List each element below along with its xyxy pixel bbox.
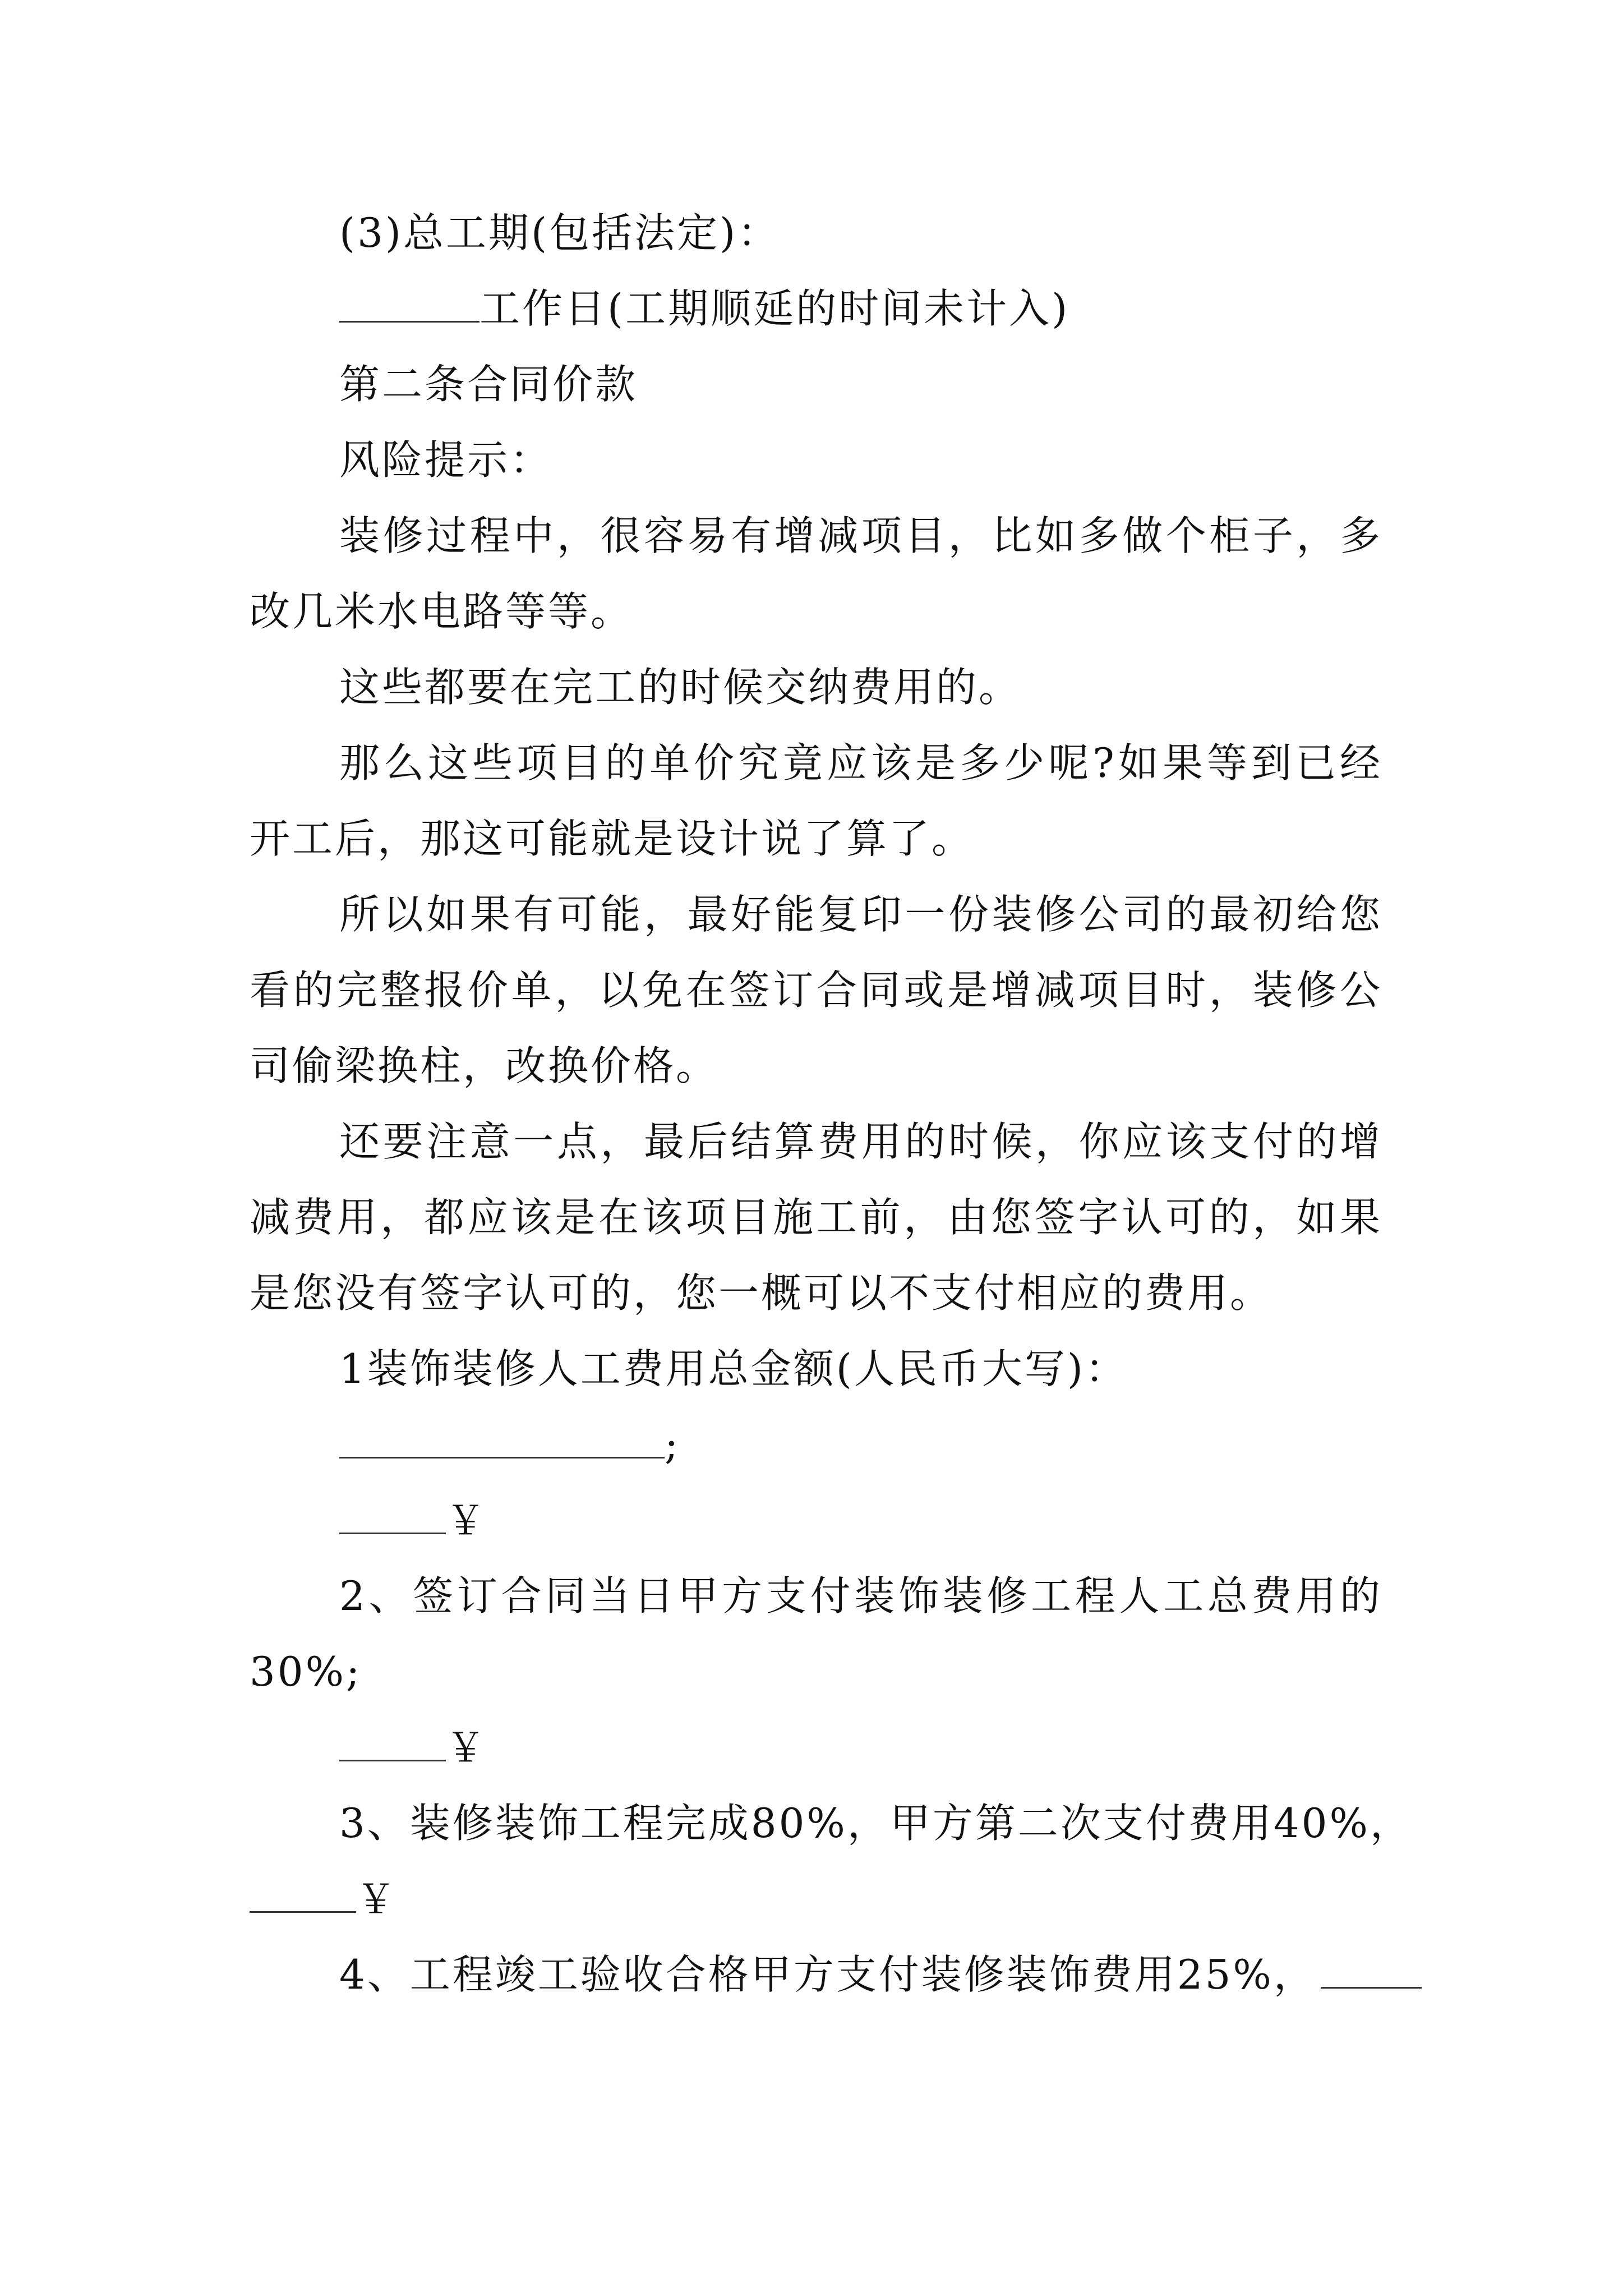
paragraph-line (250, 1265, 1272, 1321)
text-line: 减费用，都应该是在该项目施工前，由您签字认可的，如果 (250, 1194, 1382, 1241)
fill-blank (339, 1719, 446, 1761)
text-line: 工作日(工期顺延的时间未计入) (479, 285, 1070, 332)
amount-yen-line (250, 1871, 398, 1927)
paragraph-line (339, 886, 1382, 942)
text-line: 所以如果有可能，最好能复印一份装修公司的最初给您 (339, 891, 1382, 938)
fill-blank (339, 1416, 665, 1458)
amount-yen-line (339, 1492, 487, 1548)
term-total-period (339, 205, 780, 261)
paragraph-line (250, 811, 974, 867)
yen-symbol: ￥ (356, 1876, 398, 1922)
paragraph-line (339, 659, 1021, 715)
amount-in-words-line (339, 1416, 680, 1473)
text-line: 这些都要在完工的时候交纳费用的。 (339, 664, 1022, 711)
payment-item-1 (339, 1341, 1128, 1397)
section-heading (339, 356, 638, 412)
paragraph-line (250, 583, 633, 639)
yen-symbol: ￥ (446, 1498, 487, 1544)
fill-blank (339, 1492, 446, 1534)
payment-item-4 (339, 1947, 1422, 2003)
paragraph-line (250, 962, 1382, 1018)
text-line: (3)总工期(包括法定)： (339, 209, 781, 256)
text-line: 风险提示： (339, 436, 553, 484)
text-line: 装修过程中，很容易有增减项目，比如多做个柜子，多 (339, 512, 1382, 559)
workdays-line (339, 280, 1069, 337)
payment-item-2 (339, 1568, 1382, 1624)
text-line: 那么这些项目的单价究竟应该是多少呢?如果等到已经 (339, 739, 1382, 786)
paragraph-line (339, 1114, 1382, 1170)
paragraph-line (250, 1038, 718, 1094)
payment-item-3 (339, 1795, 1413, 1851)
risk-notice-label (339, 432, 552, 488)
paragraph-line (250, 1644, 362, 1700)
fill-blank (250, 1871, 356, 1913)
text-line: 3、装修装饰工程完成80%，甲方第二次支付费用40%， (339, 1800, 1413, 1847)
text-line: ; (665, 1421, 681, 1468)
fill-blank (339, 280, 479, 323)
yen-symbol: ￥ (446, 1725, 487, 1771)
amount-yen-line (339, 1719, 487, 1775)
text-line: 1装饰装修人工费用总金额(人民币大写)： (339, 1345, 1128, 1392)
text-line: 2、签订合同当日甲方支付装饰装修工程人工总费用的 (339, 1572, 1382, 1619)
text-line: 改几米水电路等等。 (250, 588, 634, 635)
text-line: 司偷梁换柱，改换价格。 (250, 1042, 719, 1089)
text-line: 开工后，那这可能就是设计说了算了。 (250, 815, 975, 862)
text-line: 30%; (250, 1648, 362, 1695)
text-line: 4、工程竣工验收合格甲方支付装修装饰费用25%， (339, 1951, 1316, 1998)
fill-blank (1321, 1947, 1422, 1989)
paragraph-line (339, 508, 1382, 564)
text-line: 第二条合同价款 (339, 361, 638, 408)
paragraph-line (339, 735, 1382, 791)
text-line: 是您没有签字认可的，您一概可以不支付相应的费用。 (250, 1269, 1273, 1317)
text-line: 看的完整报价单，以免在签订合同或是增减项目时，装修公 (250, 967, 1382, 1014)
text-line: 还要注意一点，最后结算费用的时候，你应该支付的增 (339, 1118, 1382, 1165)
paragraph-line (250, 1189, 1382, 1245)
